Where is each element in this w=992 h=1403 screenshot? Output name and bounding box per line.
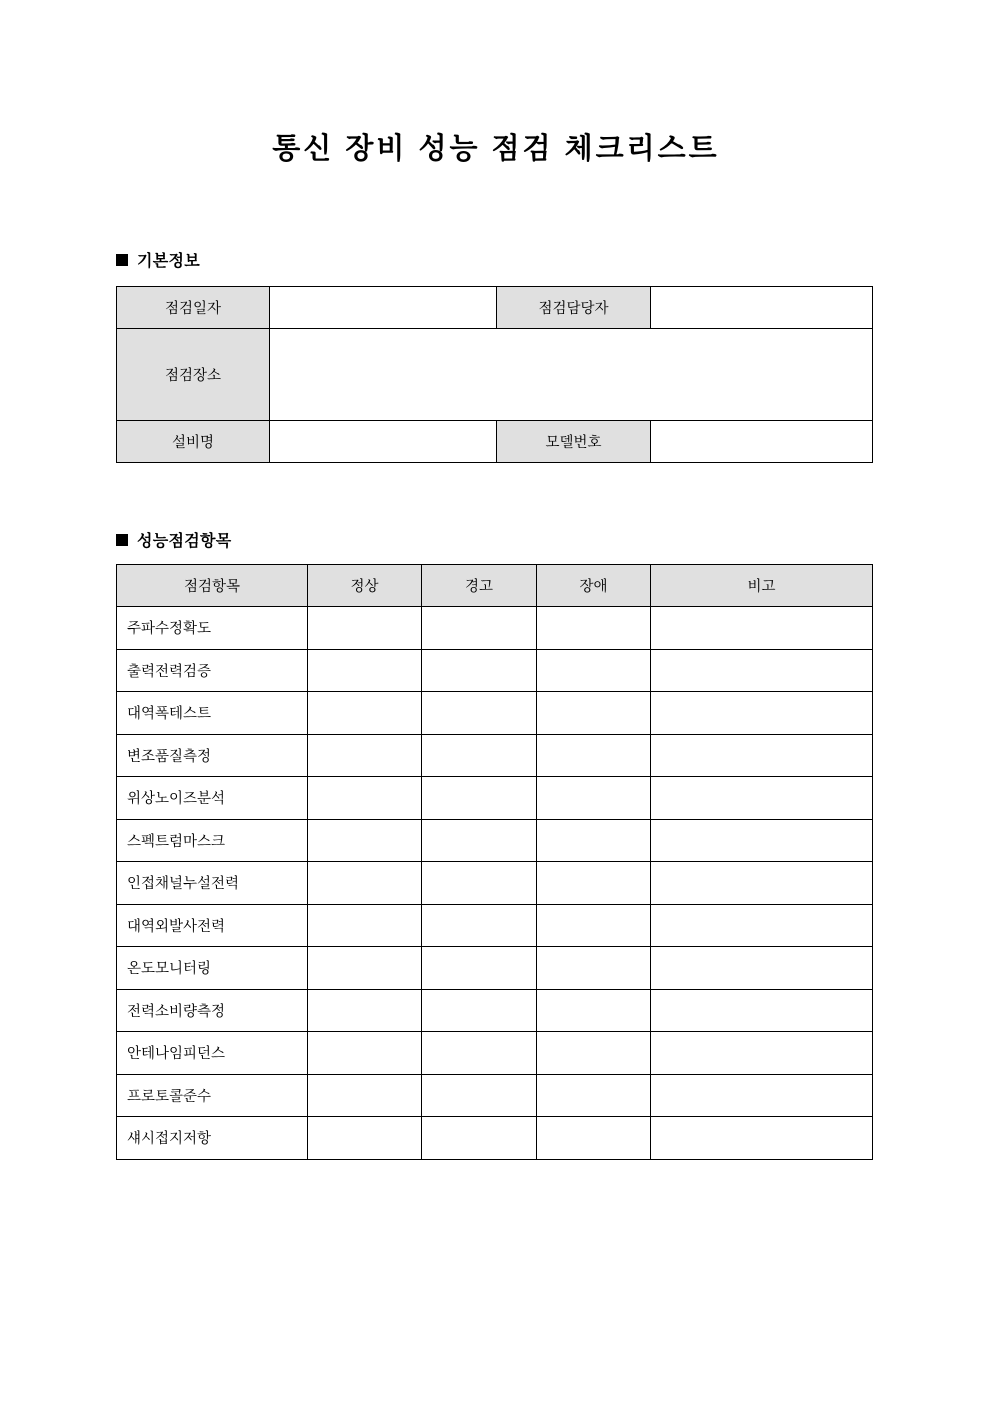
table-row — [117, 947, 873, 990]
checklist-item-label: 온도모니터링 — [117, 947, 308, 990]
checkbox-cell-normal[interactable] — [308, 692, 422, 735]
checkbox-cell-fault[interactable] — [537, 607, 651, 650]
column-header-note: 비고 — [651, 565, 873, 607]
table-row — [117, 421, 873, 463]
checklist-item-label: 대역외발사전력 — [117, 904, 308, 947]
table-row — [117, 1117, 873, 1160]
checkbox-cell-warning[interactable] — [422, 947, 537, 990]
checkbox-cell-normal[interactable] — [308, 819, 422, 862]
note-cell[interactable] — [651, 1117, 873, 1160]
table-row — [117, 287, 873, 329]
note-cell[interactable] — [651, 819, 873, 862]
checkbox-cell-fault[interactable] — [537, 819, 651, 862]
checkbox-cell-warning[interactable] — [422, 862, 537, 905]
checklist-item-label: 대역폭테스트 — [117, 692, 308, 735]
table-row — [117, 649, 873, 692]
table-row — [117, 692, 873, 735]
checkbox-cell-normal[interactable] — [308, 862, 422, 905]
page-title: 통신 장비 성능 점검 체크리스트 — [272, 133, 720, 165]
checkbox-cell-fault[interactable] — [537, 947, 651, 990]
note-cell[interactable] — [651, 947, 873, 990]
checklist-item-label: 변조품질측정 — [117, 734, 308, 777]
checkbox-cell-fault[interactable] — [537, 692, 651, 735]
checkbox-cell-fault[interactable] — [537, 862, 651, 905]
table-row — [117, 904, 873, 947]
label-inspector: 점검담당자 — [497, 287, 651, 329]
checkbox-cell-normal[interactable] — [308, 777, 422, 820]
basic-info-table — [116, 286, 873, 463]
column-header-normal: 정상 — [308, 565, 422, 607]
label-equipment-name: 설비명 — [117, 421, 270, 463]
note-cell[interactable] — [651, 777, 873, 820]
checkbox-cell-warning[interactable] — [422, 819, 537, 862]
checkbox-cell-warning[interactable] — [422, 989, 537, 1032]
table-row — [117, 329, 873, 421]
checkbox-cell-normal[interactable] — [308, 734, 422, 777]
checklist-item-label: 섀시접지저항 — [117, 1117, 308, 1160]
field-inspection-date[interactable] — [270, 287, 497, 329]
note-cell[interactable] — [651, 607, 873, 650]
checkbox-cell-fault[interactable] — [537, 904, 651, 947]
checkbox-cell-normal[interactable] — [308, 904, 422, 947]
checklist-item-label: 전력소비량측정 — [117, 989, 308, 1032]
checklist-item-label: 인접채널누설전력 — [117, 862, 308, 905]
checkbox-cell-warning[interactable] — [422, 607, 537, 650]
performance-checklist-table — [116, 564, 873, 1160]
checklist-item-label: 출력전력검증 — [117, 649, 308, 692]
checkbox-cell-warning[interactable] — [422, 649, 537, 692]
checkbox-cell-normal[interactable] — [308, 989, 422, 1032]
note-cell[interactable] — [651, 904, 873, 947]
checkbox-cell-normal[interactable] — [308, 1032, 422, 1075]
note-cell[interactable] — [651, 1032, 873, 1075]
table-row — [117, 1074, 873, 1117]
table-row — [117, 734, 873, 777]
checklist-item-label: 스펙트럼마스크 — [117, 819, 308, 862]
checkbox-cell-fault[interactable] — [537, 1074, 651, 1117]
checklist-item-label: 주파수정확도 — [117, 607, 308, 650]
field-equipment-name[interactable] — [270, 421, 497, 463]
checkbox-cell-warning[interactable] — [422, 777, 537, 820]
checkbox-cell-fault[interactable] — [537, 989, 651, 1032]
checkbox-cell-warning[interactable] — [422, 1074, 537, 1117]
checkbox-cell-warning[interactable] — [422, 734, 537, 777]
field-inspection-location[interactable] — [270, 329, 873, 421]
checkbox-cell-warning[interactable] — [422, 692, 537, 735]
checkbox-cell-normal[interactable] — [308, 947, 422, 990]
table-row — [117, 607, 873, 650]
note-cell[interactable] — [651, 734, 873, 777]
field-model-number[interactable] — [651, 421, 873, 463]
table-header-row — [117, 565, 873, 607]
checkbox-cell-warning[interactable] — [422, 1117, 537, 1160]
checklist-item-label: 프로토콜준수 — [117, 1074, 308, 1117]
square-bullet-icon — [116, 534, 128, 546]
checkbox-cell-fault[interactable] — [537, 1117, 651, 1160]
section-heading-performance-check-label: 성능점검항목 — [137, 533, 232, 550]
column-header-fault: 장애 — [537, 565, 651, 607]
table-row — [117, 862, 873, 905]
table-row — [117, 989, 873, 1032]
field-inspector[interactable] — [651, 287, 873, 329]
note-cell[interactable] — [651, 862, 873, 905]
column-header-item: 점검항목 — [117, 565, 308, 607]
section-heading-performance-check — [116, 528, 232, 551]
table-row — [117, 819, 873, 862]
checkbox-cell-fault[interactable] — [537, 1032, 651, 1075]
note-cell[interactable] — [651, 1074, 873, 1117]
checkbox-cell-normal[interactable] — [308, 1074, 422, 1117]
checkbox-cell-normal[interactable] — [308, 607, 422, 650]
checklist-item-label: 위상노이즈분석 — [117, 777, 308, 820]
table-row — [117, 777, 873, 820]
checkbox-cell-normal[interactable] — [308, 1117, 422, 1160]
table-row — [117, 1032, 873, 1075]
note-cell[interactable] — [651, 692, 873, 735]
label-model-number: 모델번호 — [497, 421, 651, 463]
label-inspection-date: 점검일자 — [117, 287, 270, 329]
label-inspection-location: 점검장소 — [117, 329, 270, 421]
checkbox-cell-fault[interactable] — [537, 777, 651, 820]
section-heading-basic-info — [116, 248, 200, 271]
note-cell[interactable] — [651, 989, 873, 1032]
section-heading-basic-info-label: 기본정보 — [137, 253, 201, 270]
checkbox-cell-normal[interactable] — [308, 649, 422, 692]
column-header-warning: 경고 — [422, 565, 537, 607]
checkbox-cell-fault[interactable] — [537, 649, 651, 692]
checklist-item-label: 안테나임피던스 — [117, 1032, 308, 1075]
note-cell[interactable] — [651, 649, 873, 692]
checkbox-cell-fault[interactable] — [537, 734, 651, 777]
checkbox-cell-warning[interactable] — [422, 1032, 537, 1075]
checkbox-cell-warning[interactable] — [422, 904, 537, 947]
square-bullet-icon — [116, 254, 128, 266]
